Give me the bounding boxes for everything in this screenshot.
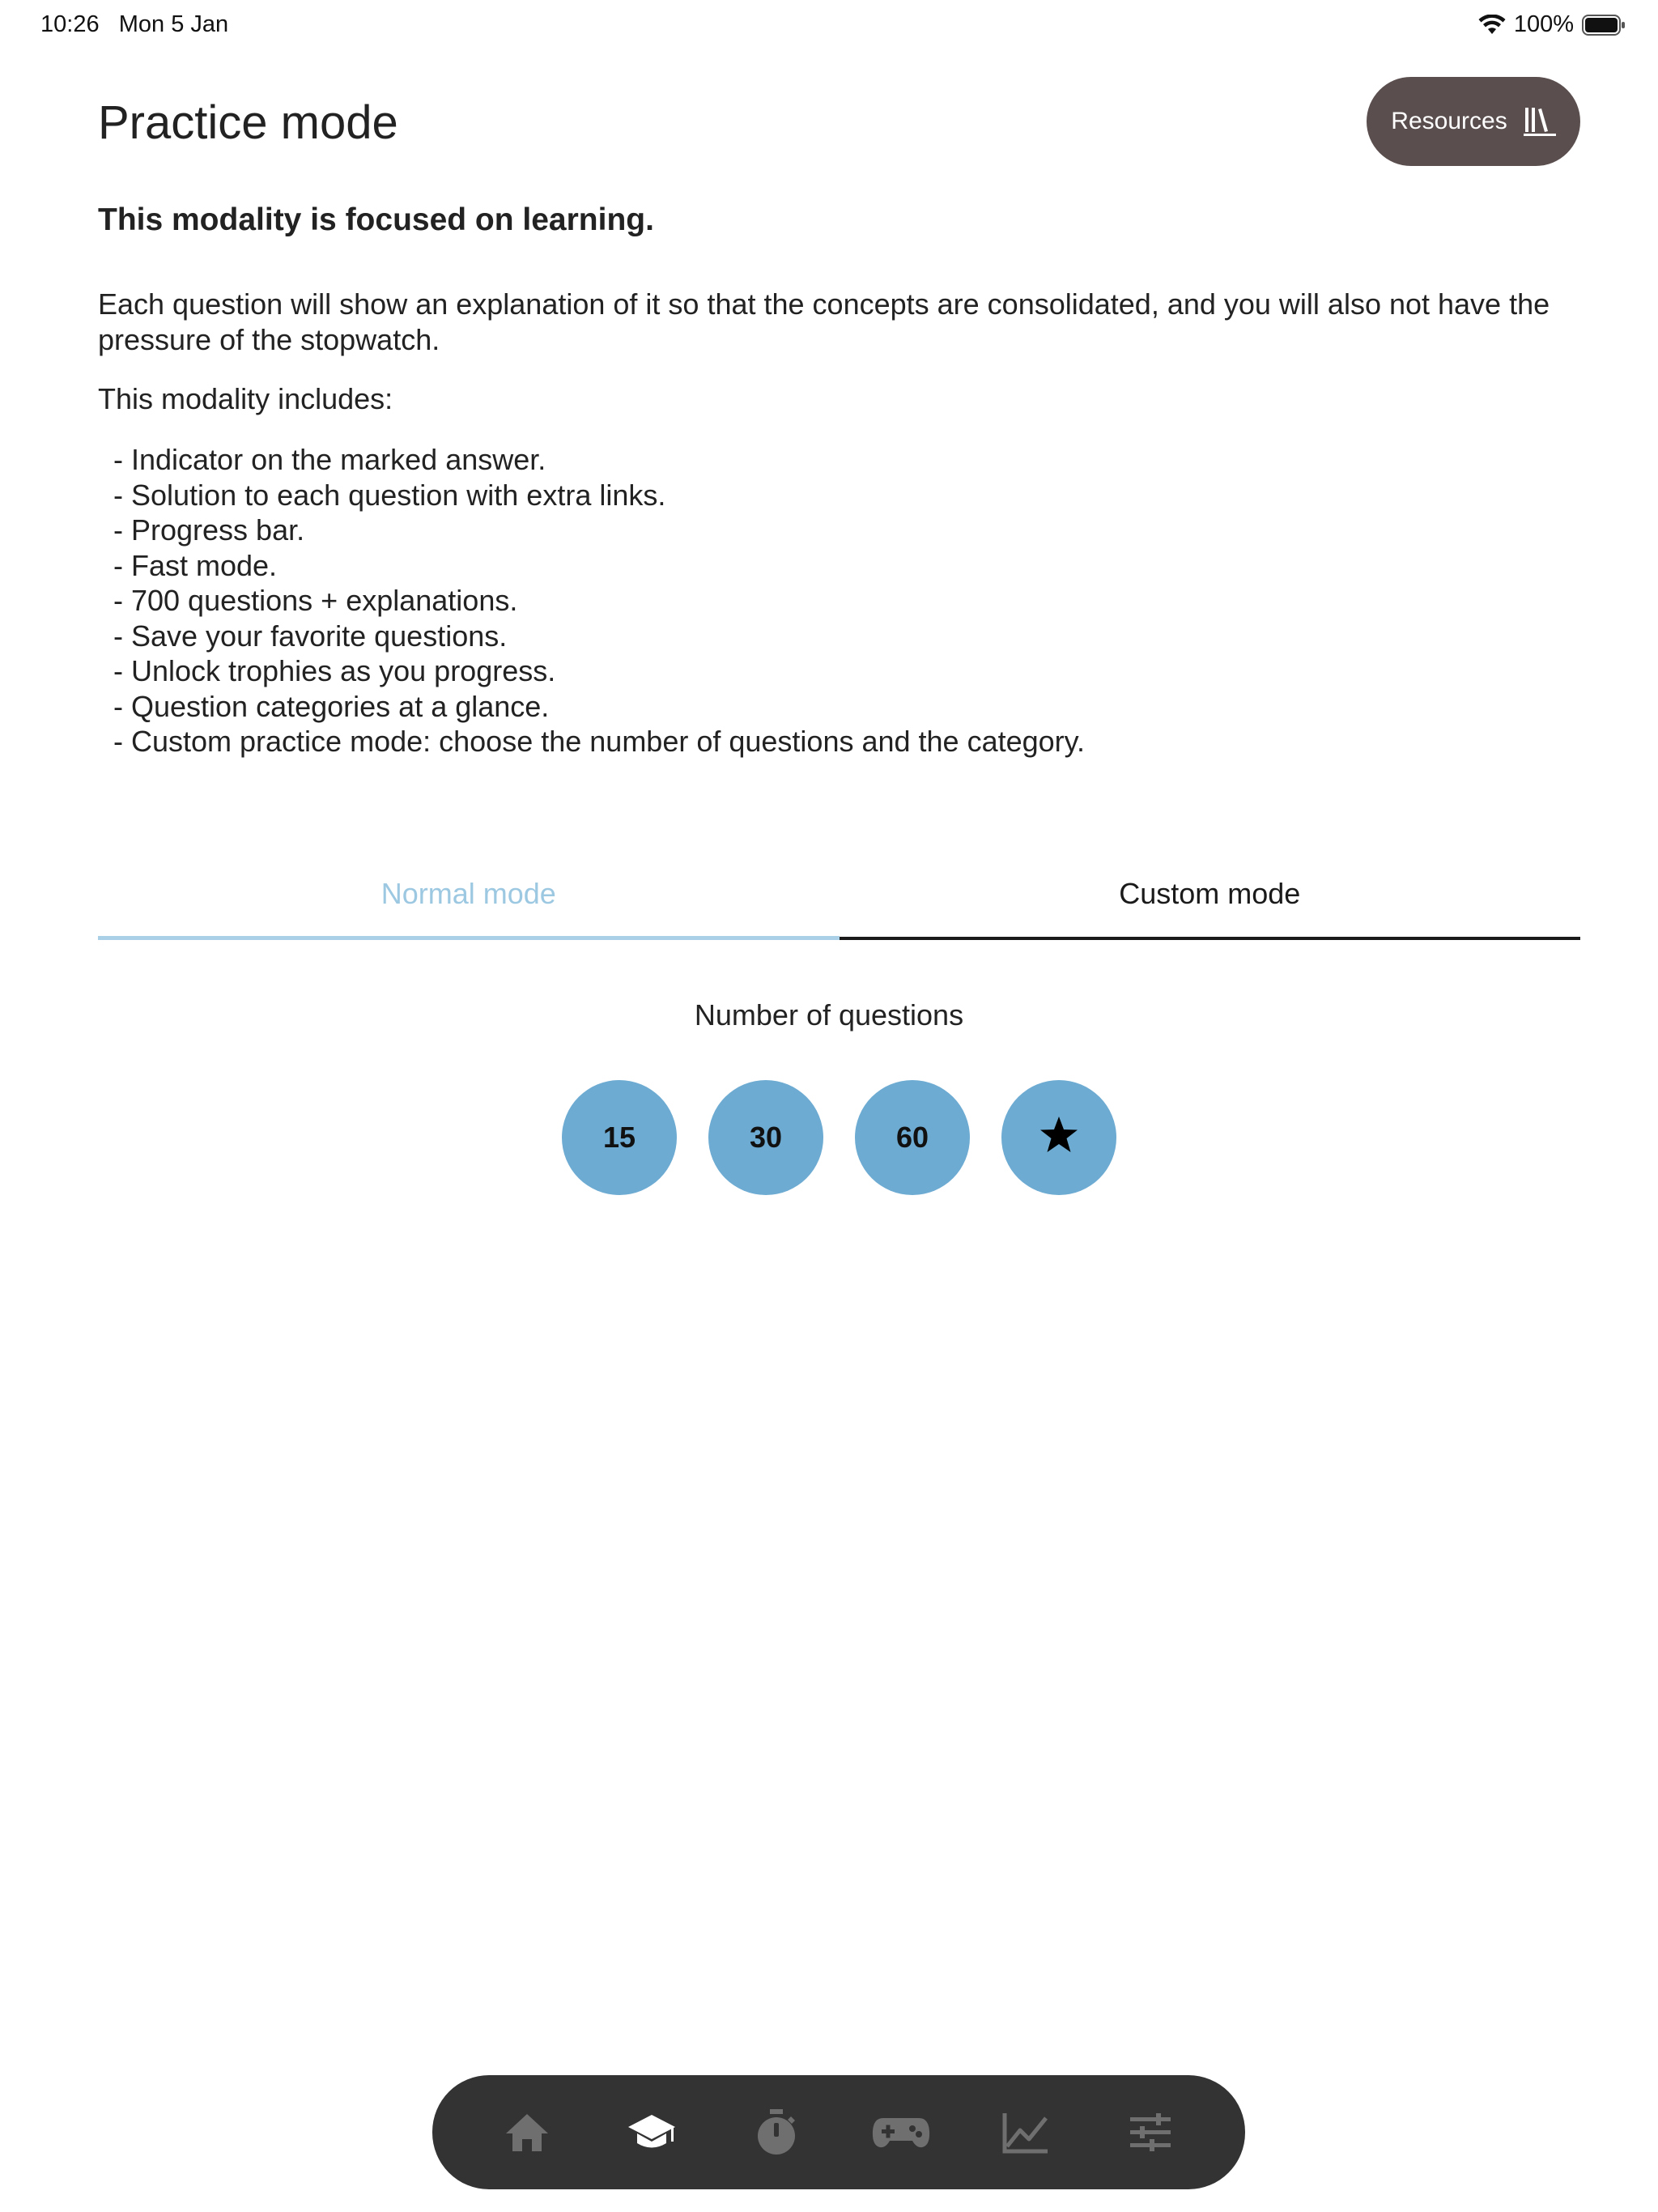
nav-settings[interactable] xyxy=(1114,2096,1187,2169)
stopwatch-icon xyxy=(755,2109,797,2156)
modality-description: Each question will show an explanation of it so that the concepts are consolidated, and you will also not have the pressure of the stopwatch. xyxy=(98,287,1550,356)
tab-normal-mode[interactable]: Normal mode xyxy=(98,862,840,940)
feature-item: - Solution to each question with extra links. xyxy=(113,478,666,512)
feature-item: - Fast mode. xyxy=(113,548,278,582)
home-icon xyxy=(504,2112,550,2153)
nav-exam[interactable] xyxy=(740,2096,813,2169)
number-of-questions-label: Number of questions xyxy=(694,998,964,1032)
feature-item: - Question categories at a glance. xyxy=(113,689,550,723)
nav-practice[interactable] xyxy=(615,2096,688,2169)
questions-30-button[interactable]: 30 xyxy=(708,1080,823,1195)
feature-item: - Indicator on the marked answer. xyxy=(113,443,546,476)
status-bar xyxy=(0,0,1658,52)
battery-percentage: 100% xyxy=(1513,11,1574,37)
feature-item: - Progress bar. xyxy=(113,513,305,547)
bottom-navigation xyxy=(432,2075,1245,2189)
gamepad-icon xyxy=(872,2116,930,2149)
nav-games[interactable] xyxy=(865,2096,937,2169)
feature-item: - Unlock trophies as you progress. xyxy=(113,654,556,687)
status-date: Mon 5 Jan xyxy=(118,11,229,37)
graduation-cap-icon xyxy=(627,2113,677,2152)
chart-line-icon xyxy=(1002,2112,1049,2154)
feature-item: - 700 questions + explanations. xyxy=(113,584,518,617)
nav-statistics[interactable] xyxy=(989,2096,1062,2169)
feature-list xyxy=(113,442,1085,759)
feature-item: - Save your favorite questions. xyxy=(113,619,508,653)
favorites-button[interactable] xyxy=(1001,1080,1116,1195)
books-icon xyxy=(1524,106,1556,137)
questions-15-button[interactable]: 15 xyxy=(562,1080,677,1195)
battery-icon xyxy=(1582,15,1626,36)
status-time xyxy=(40,11,228,38)
star-icon xyxy=(1039,1116,1078,1160)
resources-button[interactable] xyxy=(1367,77,1580,166)
page-title: Practice mode xyxy=(98,96,398,149)
wifi-icon xyxy=(1478,15,1506,36)
nav-home[interactable] xyxy=(491,2096,563,2169)
questions-60-button[interactable]: 60 xyxy=(855,1080,970,1195)
feature-item: - Custom practice mode: choose the number of questions and the category. xyxy=(113,725,1085,758)
sliders-icon xyxy=(1129,2112,1172,2153)
resources-label: Resources xyxy=(1391,108,1507,134)
status-clock: 10:26 xyxy=(40,11,100,37)
mode-tabs xyxy=(98,862,1580,940)
modality-headline: This modality is focused on learning. xyxy=(98,202,654,237)
includes-title: This modality includes: xyxy=(98,382,393,415)
status-indicators xyxy=(1478,11,1626,38)
tab-custom-mode[interactable]: Custom mode xyxy=(840,862,1581,940)
